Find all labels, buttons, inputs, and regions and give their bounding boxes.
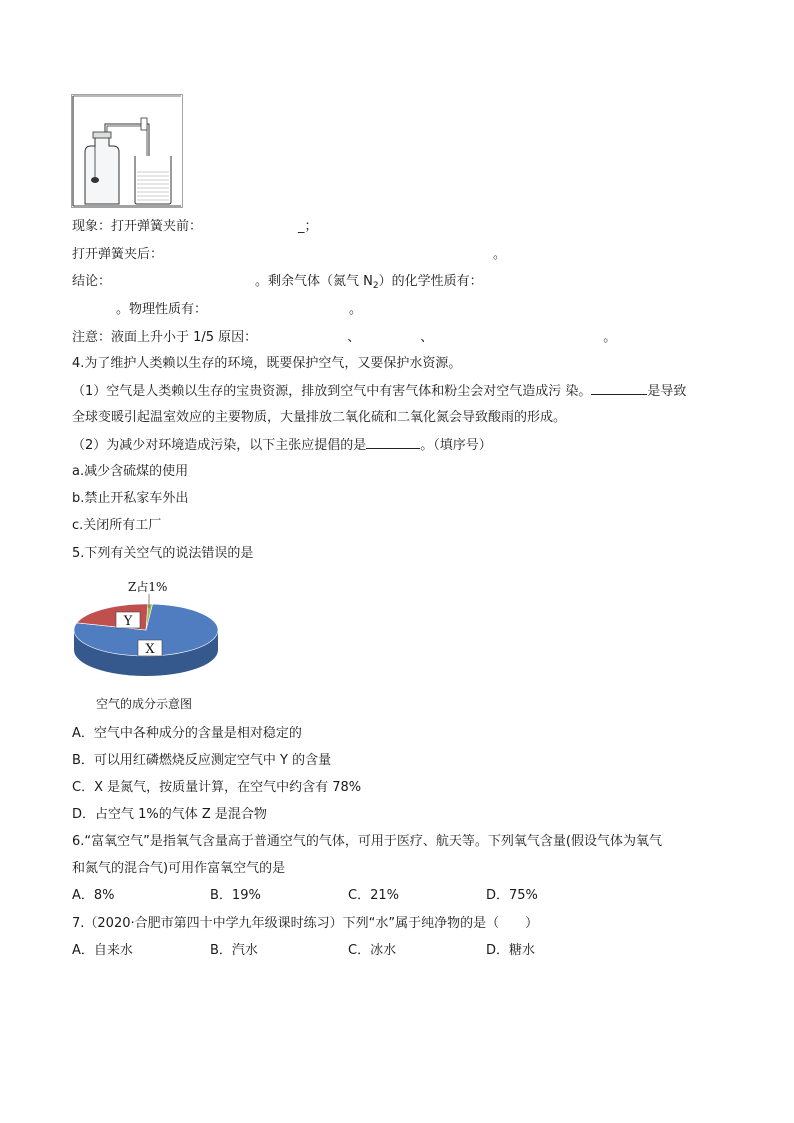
- q5-option-d: D．占空气 1%的气体 Z 是混合物: [72, 807, 267, 822]
- observation-before-tail: _；: [298, 219, 318, 234]
- conclusion-label: 结论：: [72, 274, 112, 289]
- observation-after-line: [72, 246, 506, 264]
- physical-label: 。物理性质有：: [116, 302, 208, 317]
- q7-options: [72, 942, 535, 960]
- note-line: [72, 329, 616, 347]
- pie-label-x: X: [145, 642, 155, 657]
- conclusion-subscript: 2: [372, 281, 379, 291]
- note-label: 注意：液面上升小于 1/5 原因：: [72, 330, 258, 345]
- observation-before-line: [72, 218, 318, 236]
- pie-label-y: Y: [123, 614, 133, 629]
- q6-option-a: A．8%: [72, 888, 115, 903]
- q6-stem-line1: 6.“富氧空气”是指氧气含量高于普通空气的气体，可用于医疗、航天等。下列氧气含量(假设气体为氧气: [72, 834, 662, 849]
- q4-option-a: a.减少含硫煤的使用: [72, 464, 189, 479]
- pie-label-z: Z占1%: [128, 580, 168, 594]
- pie-caption: 空气的成分示意图: [96, 697, 193, 711]
- q4-part1-line1: [72, 382, 686, 401]
- physical-tail: 。: [349, 302, 363, 317]
- q6-option-b: B．19%: [210, 888, 261, 903]
- q6-option-d: D．75%: [486, 888, 538, 903]
- q5-option-c: C．X 是氮气，按质量计算，在空气中约含有 78%: [72, 780, 362, 795]
- conclusion-line: [72, 273, 483, 295]
- q4-part1-head: （1）空气是人类赖以生存的宝贵资源，排放到空气中有害气体和粉尘会对空气造成污 染。: [72, 384, 592, 399]
- q6-option-c: C．21%: [348, 888, 399, 903]
- q4-part1-line2: 全球变暖引起温室效应的主要物质，大量排放二氧化硫和二氧化氮会导致酸雨的形成。: [72, 410, 567, 425]
- conclusion-mid: 。剩余气体（氮气 N: [255, 274, 373, 289]
- physical-line: [72, 301, 362, 319]
- q5-stem: 5.下列有关空气的说法错误的是: [72, 546, 254, 561]
- conclusion-tail: ）的化学性质有：: [378, 274, 483, 289]
- q4-option-c: c.关闭所有工厂: [72, 518, 162, 533]
- q4-part2-tail: 。（填序号）: [420, 438, 492, 453]
- note-tail: 。: [603, 330, 617, 345]
- q7-option-d: D．糖水: [486, 943, 536, 958]
- q6-stem-line2: 和氮气的混合气)可用作富氧空气的是: [72, 861, 286, 876]
- observation-before-label: 现象：打开弹簧夹前：: [72, 219, 203, 234]
- q4-part2-line: [72, 436, 492, 455]
- q4-part1-tail: 是导致: [647, 384, 687, 399]
- q5-option-a: A．空气中各种成分的含量是相对稳定的: [72, 726, 302, 741]
- note-sep2: 、: [420, 330, 434, 345]
- q7-option-a: A．自来水: [72, 943, 133, 958]
- q4-option-b: b.禁止开私家车外出: [72, 491, 189, 506]
- observation-after-label: 打开弹簧夹后：: [72, 247, 164, 262]
- q4-part2-head: （2）为减少对环境造成污染，以下主张应提倡的是: [72, 438, 367, 453]
- q7-option-c: C．冰水: [348, 943, 397, 958]
- note-sep1: 、: [347, 330, 361, 345]
- air-composition-pie-chart: [72, 572, 232, 712]
- q7-option-b: B．汽水: [210, 943, 258, 958]
- q4-stem: 4.为了维护人类赖以生存的环境，既要保护空气，又要保护水资源。: [72, 356, 462, 371]
- q6-options: [72, 887, 538, 905]
- q5-option-b: B．可以用红磷燃烧反应测定空气中 Y 的含量: [72, 753, 332, 768]
- q7-stem: 7.（2020·合肥市第四十中学九年级课时练习）下列“水”属于纯净物的是（ ）: [72, 916, 539, 931]
- observation-after-tail: 。: [493, 247, 507, 262]
- apparatus-figure: [71, 94, 183, 208]
